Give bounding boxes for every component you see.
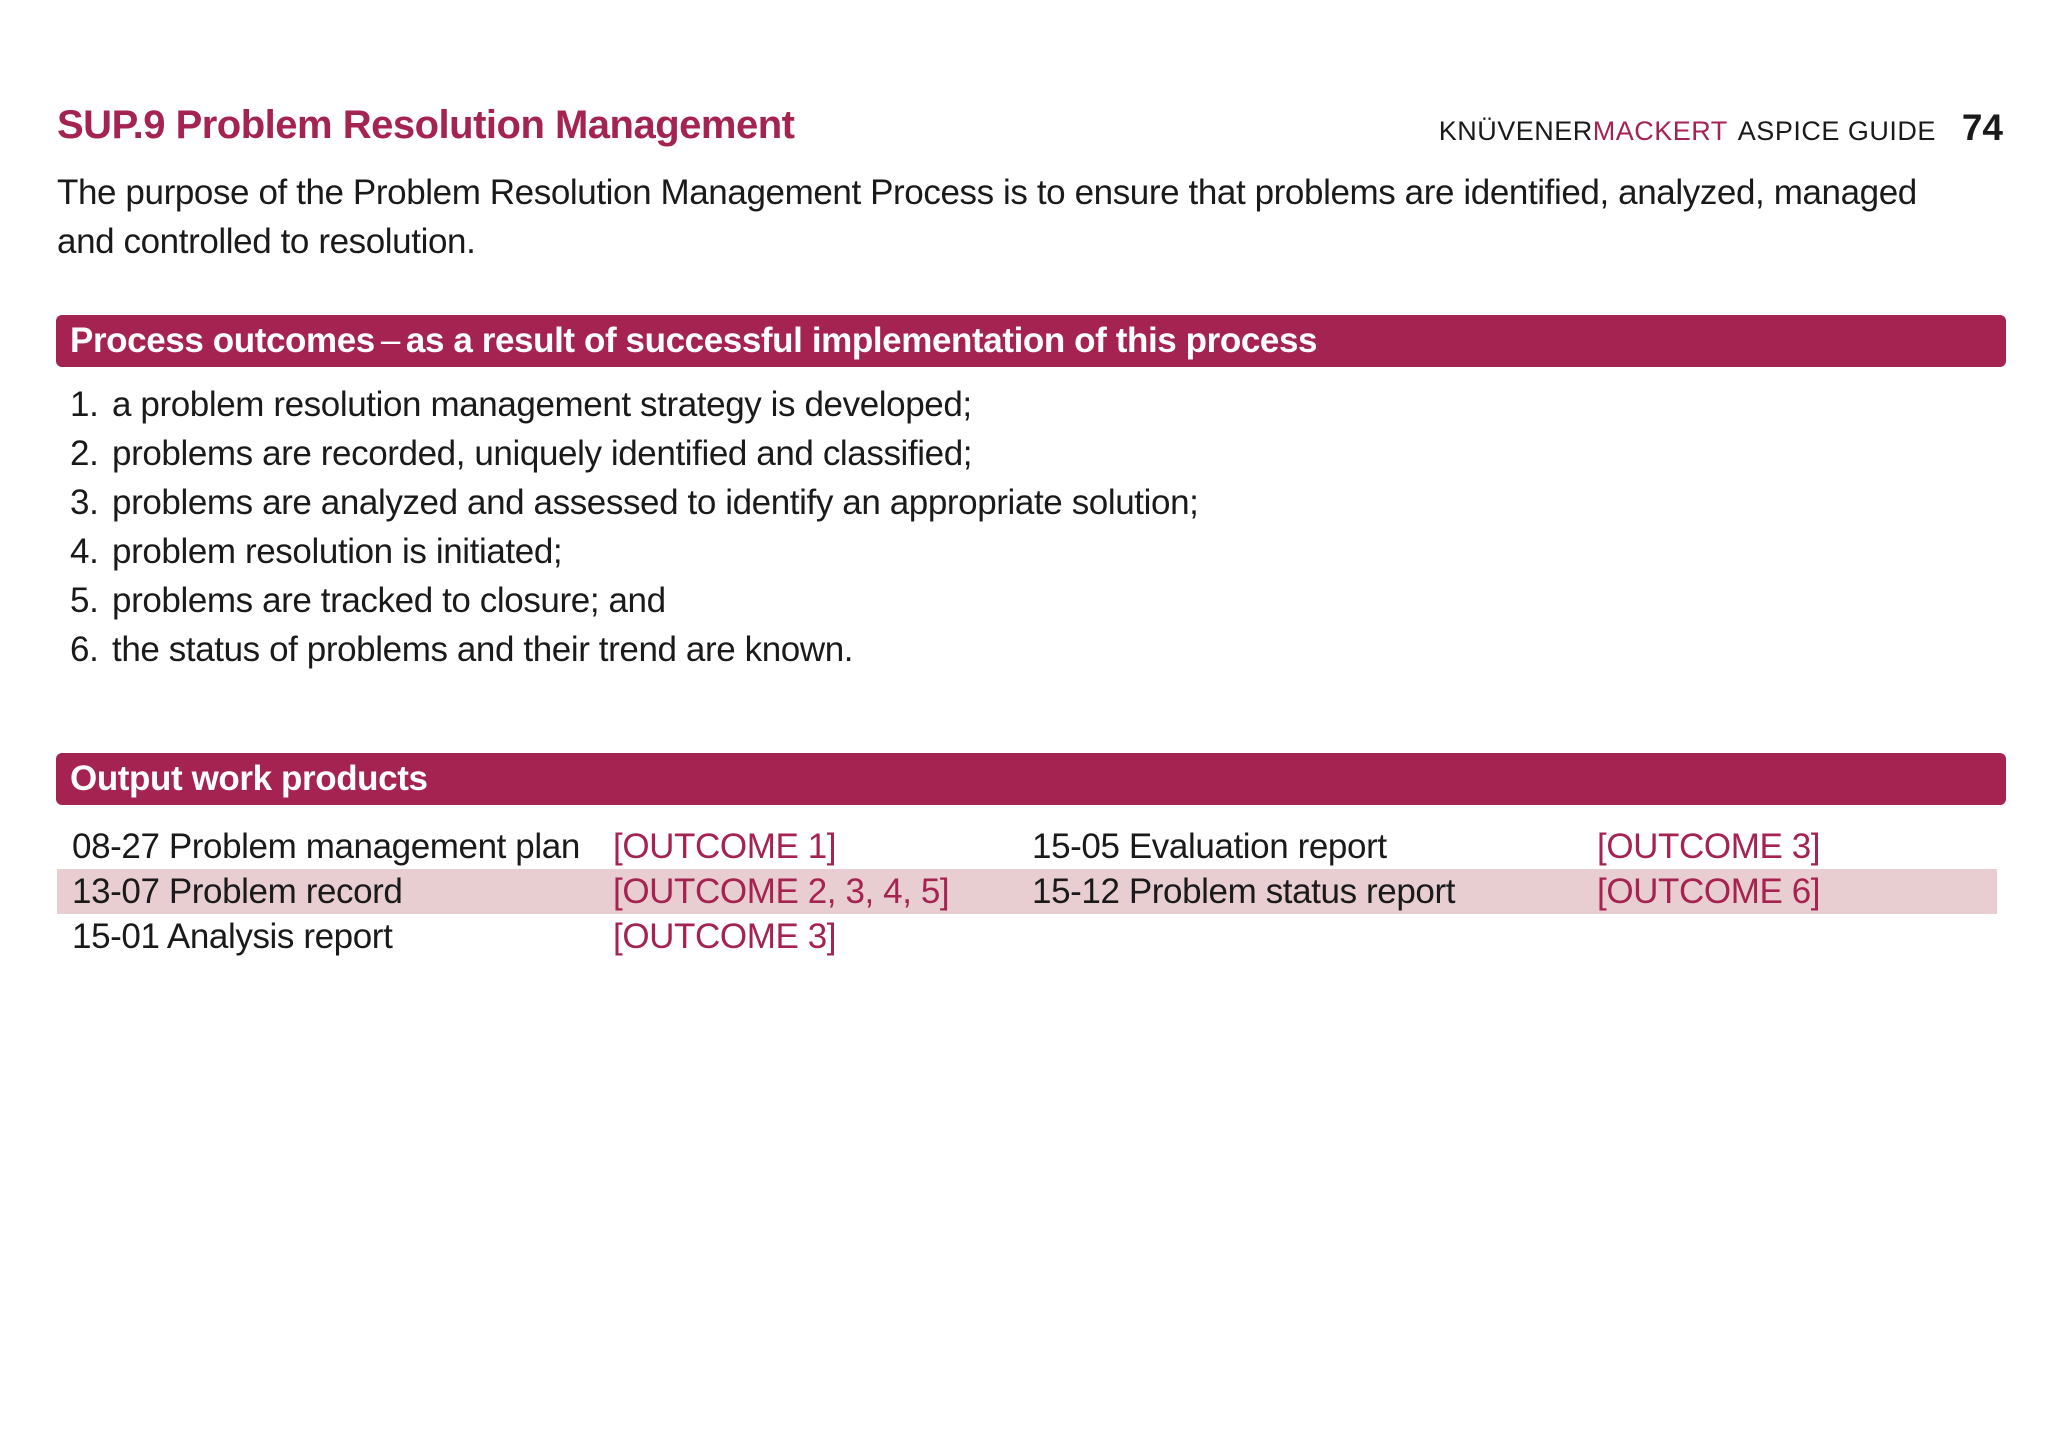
list-item-number: 4. — [70, 532, 99, 571]
list-item — [70, 527, 1198, 576]
list-item-number: 5. — [70, 581, 99, 620]
outcome-reference: [OUTCOME 3] — [613, 917, 837, 956]
page-header-branding — [1439, 107, 2003, 149]
list-item — [70, 478, 1198, 527]
output-work-products-title: Output work products — [70, 759, 428, 798]
output-work-products-heading — [56, 753, 2006, 805]
process-outcomes-heading — [56, 315, 2006, 367]
list-item-text: problems are recorded, uniquely identified and classified; — [112, 434, 973, 473]
table-row — [57, 869, 1997, 914]
list-item — [70, 429, 1198, 478]
list-item-number: 6. — [70, 630, 99, 669]
list-item — [70, 576, 1198, 625]
process-outcomes-title: Process outcomes — [70, 321, 375, 360]
work-product-name: 15-12 Problem status report — [1032, 872, 1456, 911]
process-outcomes-list — [70, 380, 1198, 674]
page-number: 74 — [1961, 107, 2003, 148]
work-product-name: 15-01 Analysis report — [72, 917, 393, 956]
heading-dash: – — [380, 321, 400, 360]
outcome-reference: [OUTCOME 2, 3, 4, 5] — [613, 872, 950, 911]
work-product-name: 15-05 Evaluation report — [1032, 827, 1387, 866]
table-row — [57, 914, 1997, 959]
list-item-text: problem resolution is initiated; — [112, 532, 563, 571]
list-item — [70, 625, 1198, 674]
list-item-text: the status of problems and their trend are known. — [112, 630, 854, 669]
brand-name-part2: MACKERT — [1592, 116, 1728, 146]
outcome-reference — [1597, 914, 1997, 959]
brand-logo — [1439, 116, 1936, 147]
outcome-reference: [OUTCOME 3] — [1597, 827, 1821, 866]
list-item-number: 3. — [70, 483, 99, 522]
list-item-text: problems are tracked to closure; and — [112, 581, 666, 620]
output-work-products-table — [57, 824, 1997, 959]
brand-name-part1: KNÜVENER — [1438, 116, 1593, 146]
table-row — [57, 824, 1997, 869]
list-item-text: problems are analyzed and assessed to identify an appropriate solution; — [112, 483, 1199, 522]
work-product-name — [1032, 914, 1597, 959]
list-item-text: a problem resolution management strategy is developed; — [112, 385, 972, 424]
work-product-name: 08-27 Problem management plan — [72, 827, 580, 866]
page-title: SUP.9 Problem Resolution Management — [57, 103, 795, 147]
work-product-name: 13-07 Problem record — [72, 872, 403, 911]
list-item-number: 1. — [70, 385, 99, 424]
outcome-reference: [OUTCOME 6] — [1597, 872, 1821, 911]
purpose-statement: The purpose of the Problem Resolution Management Process is to ensure that problems are identified, analyzed, managed and controlled to resolution. — [57, 173, 1917, 261]
brand-guide-label: ASPICE GUIDE — [1737, 116, 1936, 146]
process-outcomes-subtitle: as a result of successful implementation of this process — [405, 321, 1318, 360]
list-item-number: 2. — [70, 434, 99, 473]
list-item — [70, 380, 1198, 429]
outcome-reference: [OUTCOME 1] — [613, 827, 837, 866]
